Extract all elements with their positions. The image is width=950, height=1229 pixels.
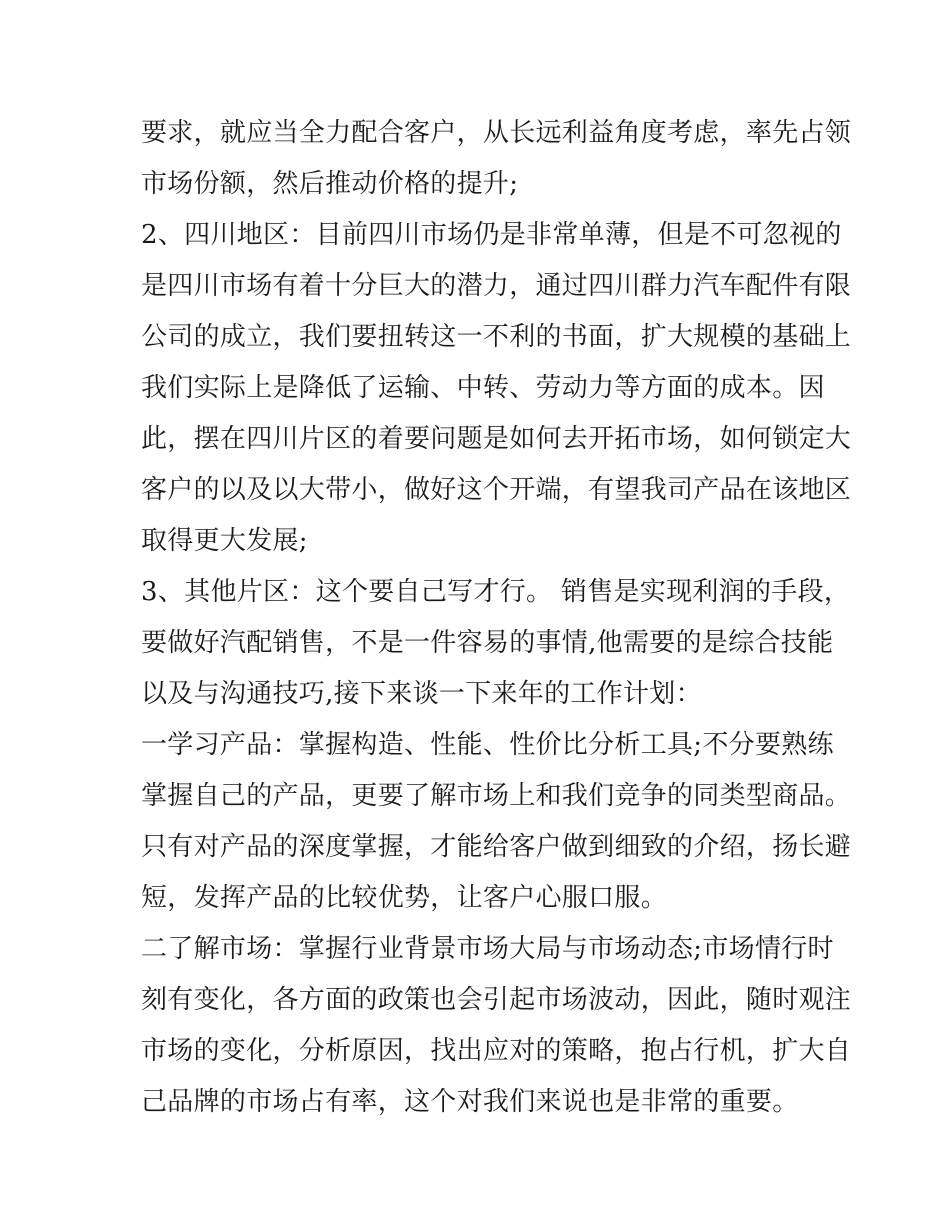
- text-line: 一学习产品：掌握构造、性能、性价比分析工具;不分要熟练: [141, 730, 834, 760]
- text-line: 公司的成立，我们要扭转这一不利的书面，扩大规模的基础上: [141, 322, 852, 352]
- text-line: 我们实际上是降低了运输、中转、劳动力等方面的成本。因: [141, 373, 825, 403]
- text-line: 此，摆在四川片区的着要问题是如何去开拓市场，如何锁定大: [141, 424, 852, 454]
- text-line: 要求，就应当全力配合客户，从长远利益角度考虑，率先占领: [141, 118, 852, 148]
- text-line: 市场的变化，分析原因，找出应对的策略，抱占行机，扩大自: [141, 1036, 852, 1066]
- text-line: 短，发挥产品的比较优势，让客户心服口服。: [141, 883, 668, 913]
- text-line: 取得更大发展;: [141, 526, 308, 556]
- body-text: [141, 108, 852, 1128]
- text-line: 是四川市场有着十分巨大的潜力，通过四川群力汽车配件有限: [141, 271, 852, 301]
- text-line: 只有对产品的深度掌握，才能给客户做到细致的介绍，扬长避: [141, 832, 852, 862]
- text-line: 二了解市场：掌握行业背景市场大局与市场动态;市场情行时: [141, 934, 834, 964]
- text-line: 2、四川地区：目前四川市场仍是非常单薄，但是不可忽视的: [141, 220, 842, 250]
- text-line: 客户的以及以大带小，做好这个开端，有望我司产品在该地区: [141, 475, 852, 505]
- text-line: 要做好汽配销售，不是一件容易的事情,他需要的是综合技能: [141, 628, 834, 658]
- text-line: 以及与沟通技巧,接下来谈一下来年的工作计划：: [141, 679, 702, 709]
- text-line: 刻有变化，各方面的政策也会引起市场波动，因此，随时观注: [141, 985, 852, 1015]
- text-line: 己品牌的市场占有率，这个对我们来说也是非常的重要。: [141, 1087, 799, 1117]
- text-line: 掌握自己的产品，更要了解市场上和我们竞争的同类型商品。: [141, 781, 852, 811]
- text-line: 市场份额，然后推动价格的提升;: [141, 169, 519, 199]
- text-line: 3、其他片区：这个要自己写才行。 销售是实现利润的手段，: [141, 577, 851, 607]
